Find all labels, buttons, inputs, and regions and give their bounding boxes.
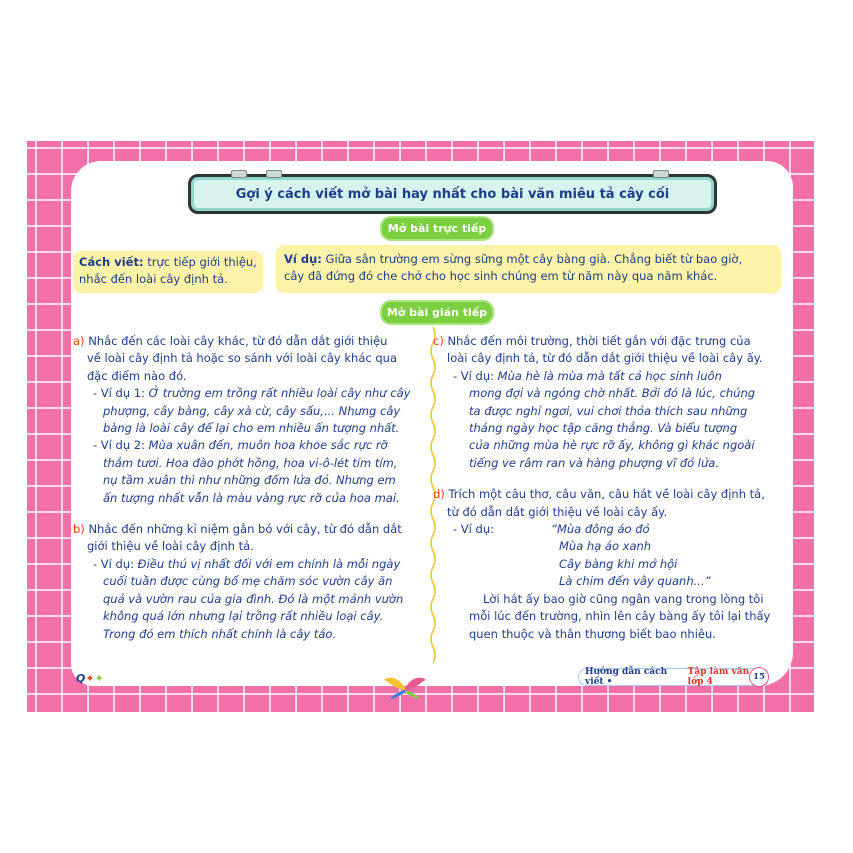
- item-c-ex-line: Mùa hè là mùa mà tất cả học sinh luôn: [497, 368, 722, 383]
- item-c-ex-line: mong đợi và ngóng chờ nhất. Bởi đó là lúc, chúng: [469, 386, 756, 401]
- item-b-ex-line: Trong đó em thích nhất chính là cây táo.: [103, 626, 337, 641]
- item-c-mark: c): [433, 334, 444, 348]
- item-c-line: loài cây định tả, từ đó dẫn dắt giới thiệu về loài cây ấy.: [447, 351, 763, 366]
- item-a-line: Nhắc đến các loài cây khác, từ đó dẫn dắt giới thiệu: [88, 334, 388, 348]
- item-c-ex-line: tiếng ve râm ran và hàng phượng vĩ đỏ lửa.: [469, 455, 719, 470]
- poem-line: “Mùa đông áo đỏ: [551, 522, 650, 537]
- item-b-line: giới thiệu về loài cây định tả.: [87, 539, 254, 554]
- item-a-ex1-line: Ở trường em trồng rất nhiều loài cây như cây: [148, 386, 411, 401]
- item-a-ex2-line: thắm tươi. Hoa đào phớt hồng, hoa vi-ô-lét tím tím,: [103, 455, 398, 470]
- item-c-ex-line: của những mùa hè rực rỡ ấy, không gì khác ngoài: [469, 438, 755, 453]
- poem-line: Cây bàng khi mở hội: [559, 556, 678, 571]
- logo-letter: Q: [76, 672, 86, 685]
- item-c-ex-label: - Ví dụ:: [453, 368, 494, 383]
- item-a-line: về loài cây định tả hoặc so sánh với loài cây khác qua: [87, 351, 398, 366]
- footer-part1: Hướng dẫn cách viết •: [585, 667, 668, 687]
- item-b-line: Nhắc đến những kỉ niệm gắn bó với cây, từ đó dẫn dắt: [88, 522, 402, 537]
- item-b-ex-line: không quá lớn nhưng lại trồng rất nhiều loại cây.: [103, 609, 384, 624]
- item-b-ex-line: cuối tuần được cùng bố mẹ chăm sóc vườn cây ăn: [103, 574, 393, 589]
- poem-line: Mùa hạ áo xanh: [559, 539, 652, 554]
- footer-part2: Tập làm văn lớp 4: [687, 667, 750, 687]
- title-box: [188, 174, 717, 214]
- item-b-ex-line: Điều thú vị nhất đối với em chính là mỗi ngày: [137, 556, 401, 571]
- publisher-logo: Q✦✦: [76, 672, 104, 685]
- butterfly-ornament-icon: [382, 674, 428, 700]
- item-a-mark: a): [73, 334, 85, 348]
- item-a-ex2-line: ấn tượng nhất vẫn là màu vàng rực rỡ của hoa mai.: [103, 490, 400, 505]
- item-c-ex-line: tháng ngày học tập căng thẳng. Và biểu tượng: [469, 421, 738, 436]
- left-column: [73, 333, 423, 643]
- section-pill-indirect: Mở bài gián tiếp: [380, 300, 494, 325]
- item-d-after-line: mỗi lúc đến trường, nhìn lên cây bàng ấy tôi lại thấy: [469, 609, 771, 624]
- method-line2: nhắc đến loài cây định tả.: [79, 272, 228, 286]
- right-column: [433, 333, 783, 643]
- page-number: 15: [749, 667, 769, 687]
- item-a-ex2-line: Mùa xuân đến, muôn hoa khoe sắc rực rỡ: [148, 438, 388, 453]
- footer-badge: [578, 668, 768, 686]
- item-c-line: Nhắc đến môi trường, thời tiết gắn với đặc trưng của: [447, 334, 751, 348]
- item-a-ex1-label: - Ví dụ 1:: [93, 386, 145, 401]
- section-pill-direct: Mở bài trực tiếp: [380, 216, 494, 241]
- item-a-ex1-line: phượng, cây bàng, cây xà cừ, cây sấu,... Nhưng cây: [103, 403, 401, 418]
- item-b-mark: b): [73, 522, 85, 537]
- item-c-ex-line: ta được nghỉ ngơi, vui chơi thỏa thích sau những: [469, 403, 748, 418]
- item-d-after-line: quen thuộc và thân thương biết bao nhiêu.: [469, 626, 716, 641]
- page-title: Gợi ý cách viết mở bài hay nhất cho bài văn miêu tả cây cối: [235, 186, 670, 202]
- item-d-line: Trích một câu thơ, câu văn, câu hát về loài cây định tả,: [448, 487, 765, 502]
- example-line2: cây đã đứng đó che chở cho học sinh chúng em từ năm này qua năm khác.: [284, 269, 718, 283]
- direct-method-box: [73, 251, 263, 293]
- item-d-mark: d): [433, 487, 445, 502]
- item-a-ex1-line: bàng là loài cây để lại cho em nhiều ấn tượng nhất.: [103, 421, 400, 436]
- example-line1: Giữa sân trường em sừng sững một cây bàng già. Chẳng biết từ bao giờ,: [321, 252, 743, 266]
- item-a-ex2-line: nụ tầm xuân thì như những đốm lửa đỏ. Nhưng em: [103, 473, 396, 488]
- method-line1: trực tiếp giới thiệu,: [143, 255, 257, 269]
- item-b-ex-line: quả và vườn rau của gia đình. Đó là một mảnh vườn: [103, 591, 404, 606]
- example-label: Ví dụ:: [284, 252, 322, 266]
- item-d-ex-label: - Ví dụ:: [453, 522, 494, 537]
- item-d-after-line: Lời hát ấy bao giờ cũng ngân vang trong lòng tôi: [483, 591, 764, 606]
- method-label: Cách viết:: [79, 255, 144, 269]
- item-a-line: đặc điểm nào đó.: [87, 368, 187, 383]
- poem-line: Là chim đến vây quanh...”: [559, 574, 711, 589]
- direct-example-box: [276, 245, 781, 293]
- item-d-line: từ đó dẫn dắt giới thiệu về loài cây ấy.: [447, 504, 668, 519]
- item-a-ex2-label: - Ví dụ 2:: [93, 438, 145, 453]
- item-b-ex-label: - Ví dụ:: [93, 556, 134, 571]
